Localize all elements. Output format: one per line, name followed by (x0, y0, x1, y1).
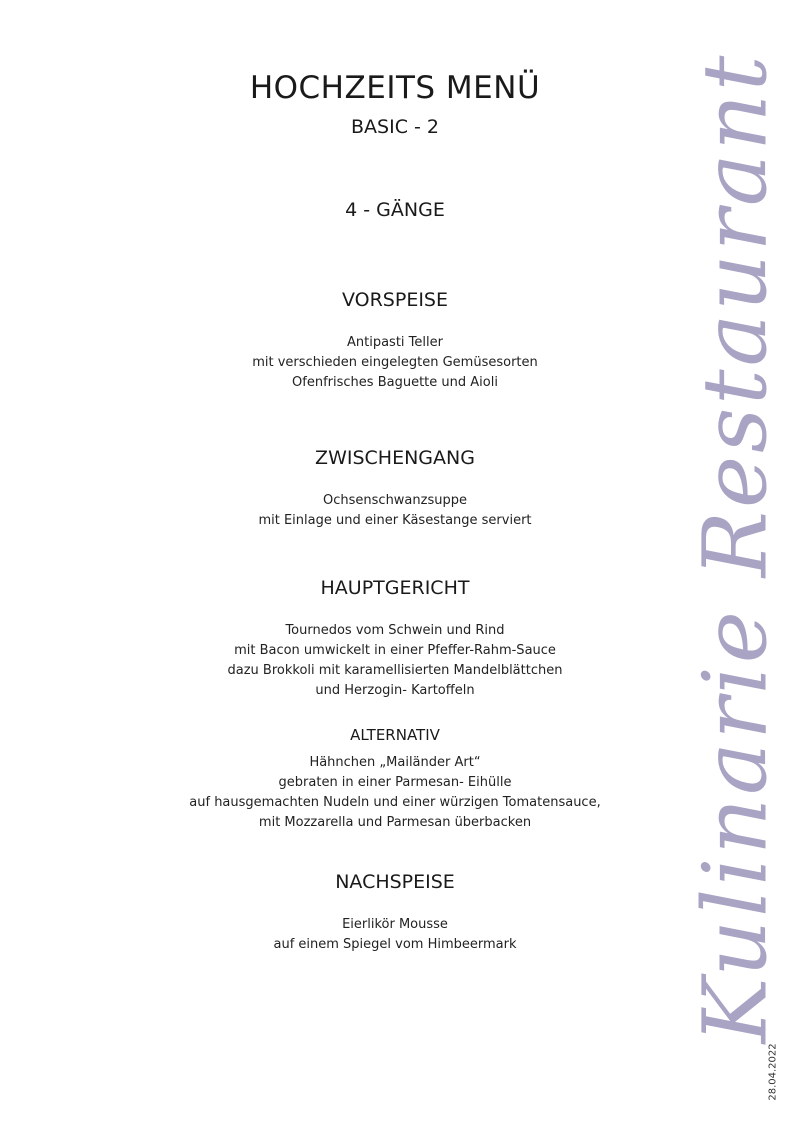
alternative-heading: ALTERNATIV (350, 726, 440, 744)
dish-line: mit verschieden eingelegten Gemüsesorten (252, 355, 538, 370)
dish-line: Antipasti Teller (347, 335, 443, 350)
brand-script-text: Kulinarie Restaurant (683, 52, 787, 1044)
dish-line: mit Einlage und einer Käsestange serviert (258, 513, 532, 528)
section-heading: ZWISCHENGANG (315, 447, 475, 469)
dish-line: dazu Brokkoli mit karamellisierten Mandelblättchen (227, 663, 563, 678)
dish-line: auf einem Spiegel vom Himbeermark (273, 937, 517, 952)
course-count: 4 - GÄNGE (345, 199, 445, 221)
date-text: 28.04.2022 (767, 1043, 779, 1101)
section-heading: VORSPEISE (341, 289, 448, 311)
dish-line: Ofenfrisches Baguette und Aioli (292, 375, 498, 390)
section-heading: HAUPTGERICHT (320, 577, 470, 599)
section-hauptgericht (0, 577, 790, 833)
section-zwischengang (0, 447, 790, 531)
alternative-dish-line: auf hausgemachten Nudeln und einer würzigen Tomatensauce, (189, 795, 601, 810)
dish-line: Ochsenschwanzsuppe (323, 493, 467, 508)
menu-title: HOCHZEITS MENÜ (249, 70, 541, 106)
dish-line: Eierlikör Mousse (342, 917, 448, 932)
alternative-dish-line: Hähnchen „Mailänder Art“ (309, 755, 481, 770)
dish-line: Tournedos vom Schwein und Rind (285, 623, 505, 638)
alternative-dish-line: gebraten in einer Parmesan- Eihülle (278, 775, 512, 790)
section-heading: NACHSPEISE (335, 871, 455, 893)
section-vorspeise (0, 289, 790, 393)
menu-subtitle: BASIC - 2 (351, 116, 439, 138)
alternative-dish-line: mit Mozzarella und Parmesan überbacken (258, 815, 532, 830)
dish-line: mit Bacon umwickelt in einer Pfeffer-Rahm-Sauce (234, 643, 556, 658)
section-nachspeise (0, 871, 790, 955)
dish-line: und Herzogin- Kartoffeln (315, 683, 475, 698)
